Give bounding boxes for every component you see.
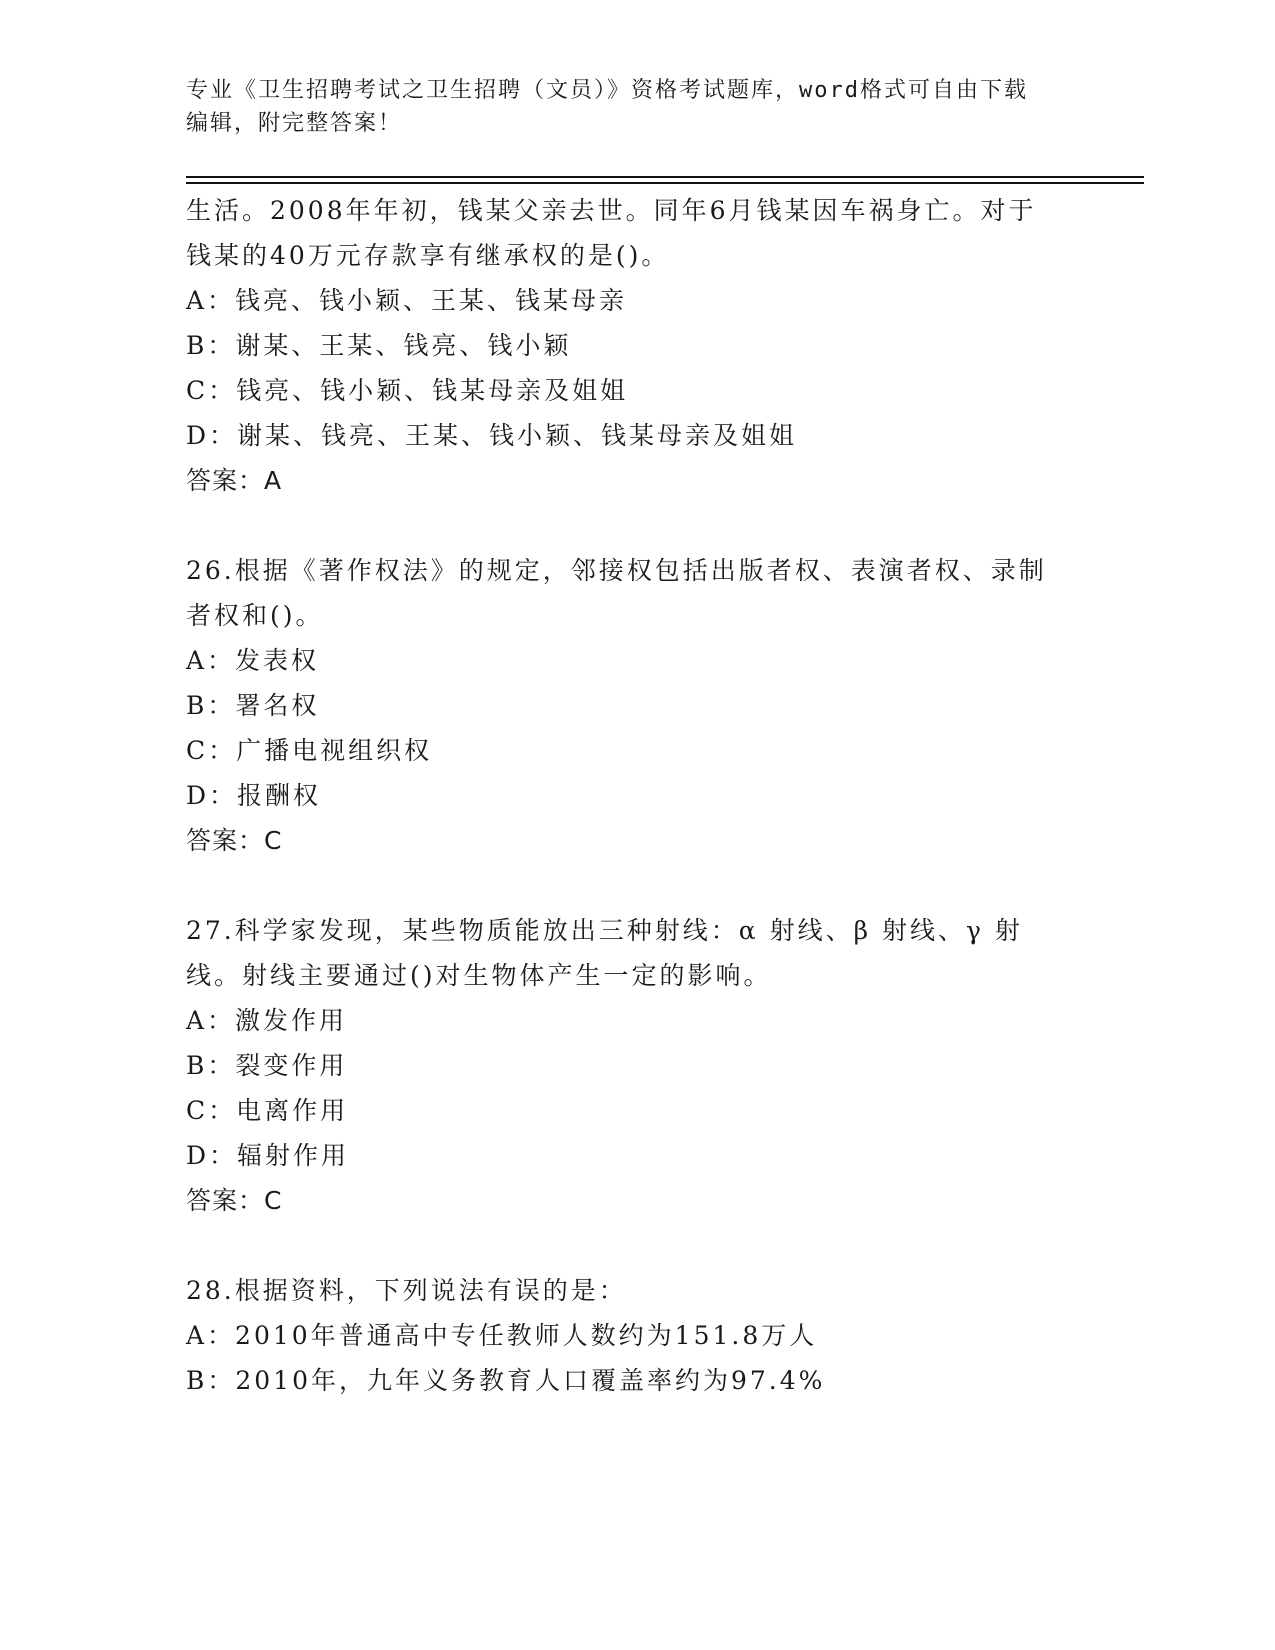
header-line-2: 编辑，附完整答案！	[186, 111, 403, 136]
question-spacer	[186, 1223, 1086, 1268]
option-b: B：谢某、王某、钱亮、钱小颖	[186, 331, 572, 360]
question-spacer	[186, 503, 1086, 548]
option-d: D：谢某、钱亮、王某、钱小颖、钱某母亲及姐姐	[186, 421, 798, 450]
header-divider-top	[186, 176, 1144, 178]
question-stem-line: 27.科学家发现，某些物质能放出三种射线：α 射线、β 射线、γ 射	[186, 916, 1023, 945]
question-26	[186, 548, 1086, 863]
option-b: B：2010年，九年义务教育人口覆盖率约为97.4%	[186, 1366, 826, 1395]
option-a: A：激发作用	[186, 1006, 348, 1035]
answer-label: 答案：C	[186, 1186, 283, 1215]
option-c: C：广播电视组织权	[186, 736, 433, 765]
header-divider-bottom	[186, 182, 1144, 184]
question-25	[186, 188, 1086, 503]
question-stem-line: 线。射线主要通过()对生物体产生一定的影响。	[186, 961, 772, 990]
question-stem-line: 28.根据资料，下列说法有误的是：	[186, 1276, 627, 1305]
header-line-1: 专业《卫生招聘考试之卫生招聘（文员）》资格考试题库，word格式可自由下载	[186, 78, 1028, 103]
option-a: A：2010年普通高中专任教师人数约为151.8万人	[186, 1321, 818, 1350]
option-b: B：署名权	[186, 691, 320, 720]
option-b: B：裂变作用	[186, 1051, 348, 1080]
question-spacer	[186, 863, 1086, 908]
option-a: A：发表权	[186, 646, 320, 675]
question-27	[186, 908, 1086, 1223]
option-c: C：电离作用	[186, 1096, 349, 1125]
question-stem-line: 生活。2008年年初，钱某父亲去世。同年6月钱某因车祸身亡。对于	[186, 196, 1037, 225]
question-stem-line: 26.根据《著作权法》的规定，邻接权包括出版者权、表演者权、录制	[186, 556, 1047, 585]
answer-label: 答案：A	[186, 466, 283, 495]
question-list	[186, 188, 1086, 1403]
answer-label: 答案：C	[186, 826, 283, 855]
document-header	[186, 74, 1086, 140]
option-c: C：钱亮、钱小颖、钱某母亲及姐姐	[186, 376, 629, 405]
option-d: D：报酬权	[186, 781, 322, 810]
question-stem-line: 钱某的40万元存款享有继承权的是()。	[186, 241, 670, 270]
option-d: D：辐射作用	[186, 1141, 350, 1170]
option-a: A：钱亮、钱小颖、王某、钱某母亲	[186, 286, 628, 315]
question-stem-line: 者权和()。	[186, 601, 324, 630]
question-28	[186, 1268, 1086, 1403]
